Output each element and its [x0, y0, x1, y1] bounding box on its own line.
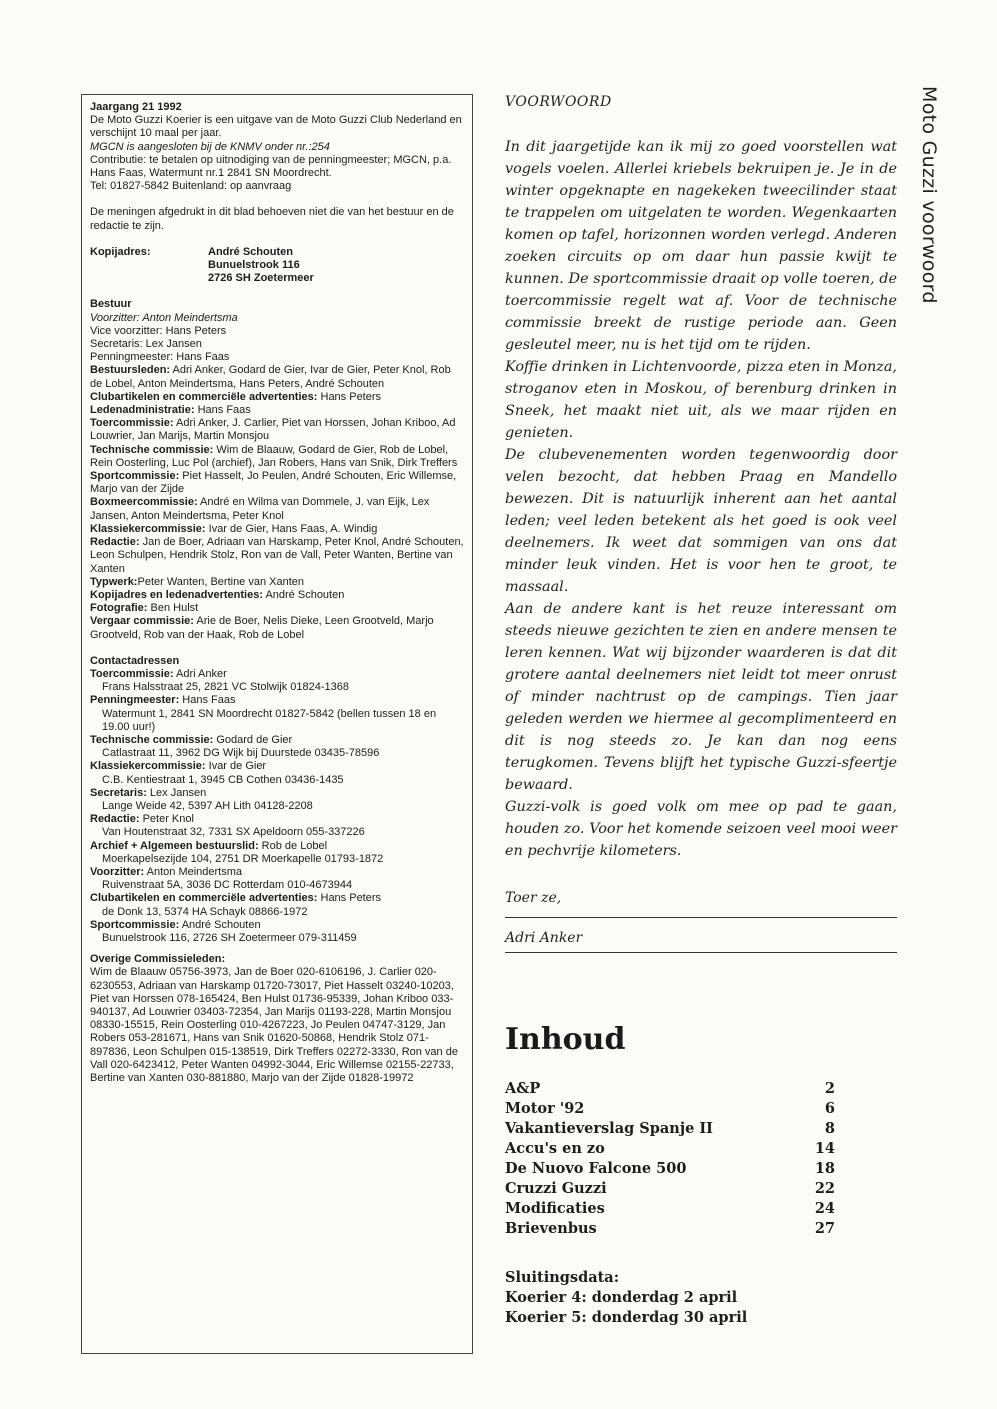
board-role-label: Bestuursleden:	[90, 364, 171, 377]
board-role-label: Technische commissie:	[90, 443, 214, 456]
board-role-label: Kopijadres en ledenadvertenties:	[90, 588, 263, 601]
contact-role: Redactie:	[90, 813, 140, 826]
contents-item-title: Brievenbus	[505, 1220, 597, 1237]
spacer	[505, 862, 897, 890]
contact-name: Adri Anker	[173, 667, 227, 680]
contact-role: Toercommissie:	[90, 667, 174, 680]
board-role-members: Adri Anker, Godard de Gier, Ivar de Gier, Peter Knol, Rob de Lobel, Anton Meindertsma, Hans Peters, André Schouten	[90, 364, 451, 390]
contents-item	[505, 1179, 835, 1199]
other-members-heading: Overige Commissieleden:	[90, 953, 226, 966]
contents-item-page: 8	[824, 1120, 835, 1137]
contact-role: Sportcommissie:	[90, 918, 180, 931]
contents-item-page: 6	[824, 1100, 835, 1117]
board-secretary: Secretaris: Lex Jansen	[90, 338, 202, 351]
board-role	[90, 589, 464, 602]
contact-role: Technische commissie:	[90, 733, 214, 746]
contents-item	[505, 1199, 835, 1219]
contact-address: Catlastraat 11, 3962 DG Wijk bij Duurstede 03435-78596	[102, 747, 380, 760]
board-role	[90, 576, 464, 589]
contact-entry	[90, 813, 464, 826]
contact-entry	[90, 734, 464, 747]
contact-role: Voorzitter:	[90, 865, 145, 878]
contents-item-title: Modificaties	[505, 1200, 605, 1217]
copy-address-name: André Schouten	[208, 245, 293, 258]
board-role-label: Fotografie:	[90, 602, 148, 615]
board-role	[90, 615, 464, 641]
board-role-label: Vergaar commissie:	[90, 615, 194, 628]
copy-address	[208, 246, 314, 286]
foreword-closing: Toer ze,	[505, 890, 562, 906]
divider-line-bottom	[505, 952, 897, 953]
contact-address: Lange Weide 42, 5397 AH Lith 04128-2208	[102, 799, 313, 812]
contacts-list	[90, 668, 464, 945]
board-treasurer: Penningmeester: Hans Faas	[90, 351, 230, 364]
contents-item-page: 18	[814, 1160, 835, 1177]
sidebar-title-text: Moto Guzzi voorwoord	[918, 86, 940, 304]
board-vice-chair: Vice voorzitter: Hans Peters	[90, 324, 227, 337]
contents-item	[505, 1079, 835, 1099]
board-role-label: Redactie:	[90, 536, 140, 549]
contact-address: Bunuelstrook 116, 2726 SH Zoetermeer 079-311459	[102, 931, 357, 944]
contents-item-title: Motor '92	[505, 1100, 585, 1117]
contact-address: Ruivenstraat 5A, 3036 DC Rotterdam 010-4673944	[102, 879, 353, 892]
foreword-paragraph: Aan de andere kant is het reuze interessant om steeds nieuwe gezichten te zien en andere mensen te leren kennen. Wat wij bijzonder waarderen is dat dit grotere aantal deelnemers niet leidt tot meer onrust of minder nachtrust op de campings. Tien jaar geleden werden we hiermee al gecomplimenteerd en dit is nog steeds zo. Je kan dan nog eens terugkomen. Tevens blijft het typische Guzzi-sfeertje bewaard.	[505, 601, 897, 793]
board-role-members: Ivar de Gier, Hans Faas, A. Windig	[205, 522, 378, 535]
board-role-label: Ledenadministratie:	[90, 404, 195, 417]
contents-item-title: Cruzzi Guzzi	[505, 1180, 607, 1197]
contents-item-page: 2	[824, 1080, 835, 1097]
contact-entry	[90, 840, 464, 853]
contact-entry	[90, 760, 464, 773]
board-role	[90, 417, 464, 443]
contact-entry	[90, 787, 464, 800]
board-role-members: Wim de Blaauw, Godard de Gier, Rob de Lobel, Rein Oosterling, Luc Pol (archief), Jan Robers, Hans van Snik, Dirk Treffers	[90, 443, 458, 469]
board-role	[90, 364, 464, 390]
contact-entry	[90, 694, 464, 707]
deadline-issue-5: Koerier 5: donderdag 30 april	[505, 1309, 748, 1326]
contacts-heading: Contactadressen	[90, 654, 180, 667]
contents-item-page: 27	[814, 1220, 835, 1237]
board-role	[90, 523, 464, 536]
board-role-label: Toercommissie:	[90, 417, 174, 430]
contact-name: Hans Faas	[179, 694, 236, 707]
board-role	[90, 391, 464, 404]
board-role	[90, 536, 464, 576]
contact-name: Hans Peters	[317, 892, 382, 905]
contact-role: Clubartikelen en commerciële advertenties:	[90, 892, 318, 905]
board-role-label: Sportcommissie:	[90, 470, 180, 483]
copy-address-block	[90, 246, 464, 286]
board-role-members: Piet Hasselt, Jo Peulen, André Schouten, Eric Willemse, Marjo van der Zijde	[90, 470, 457, 496]
board-role-members: Ben Hulst	[147, 602, 199, 615]
board-role-members: André en Wilma van Dommele, J. van Eijk, Lex Jansen, Anton Meindertsma, Peter Knol	[90, 496, 430, 522]
contact-role: Archief + Algemeen bestuurslid:	[90, 839, 259, 852]
contact-address: Frans Halsstraat 25, 2821 VC Stolwijk 01824-1368	[102, 681, 350, 694]
contents-item	[505, 1139, 835, 1159]
board-role	[90, 444, 464, 470]
contact-role: Penningmeester:	[90, 694, 180, 707]
colophon-box	[81, 94, 473, 1354]
contact-address: Moerkapelsezijde 104, 2751 DR Moerkapelle 01793-1872	[102, 852, 384, 865]
contents-item	[505, 1099, 835, 1119]
spacer	[505, 906, 897, 930]
contact-name: Rob de Lobel	[258, 839, 328, 852]
board-role-members: Adri Anker, J. Carlier, Piet van Horssen, Johan Kriboo, Ad Louwrier, Jan Marijs, Martin Monsjou	[90, 417, 456, 443]
board-role-members: André Schouten	[263, 588, 345, 601]
sidebar-section-title	[918, 86, 948, 386]
contact-address: de Donk 13, 5374 HA Schayk 08866-1972	[102, 905, 308, 918]
contribution-info: Contributie: te betalen op uitnodiging van de penningmeester; MGCN, p.a. Hans Faas, Watermunt nr.1 2841 SN Moordrecht.	[90, 153, 452, 180]
contact-name: Peter Knol	[139, 813, 194, 826]
board-role-label: Typwerk:	[90, 575, 138, 588]
deadlines-heading: Sluitingsdata:	[505, 1269, 620, 1286]
board-chair: Voorzitter: Anton Meindertsma	[90, 311, 238, 324]
contents-item-title: A&P	[505, 1080, 541, 1097]
contact-entry	[90, 892, 464, 905]
board-role-members: Peter Wanten, Bertine van Xanten	[137, 575, 305, 588]
spacer	[90, 285, 464, 298]
contact-entry	[90, 668, 464, 681]
contact-entry	[90, 866, 464, 879]
board-heading: Bestuur	[90, 298, 132, 311]
board-role-members: Jan de Boer, Adriaan van Harskamp, Peter Knol, André Schouten, Leon Schulpen, Hendrik Stolz, Ron van de Vall, Peter Wanten, Bertine van Xanten	[90, 536, 464, 575]
board-role-members: Hans Peters	[317, 390, 382, 403]
contact-name: Lex Jansen	[146, 786, 207, 799]
foreword-paragraph: Koffie drinken in Lichtenvoorde, pizza eten in Monza, stroganov eten in Moskou, of berenburg drinken in Sneek, het maakt niet uit, als we maar rijden en genieten.	[505, 359, 897, 441]
foreword-body	[505, 136, 897, 862]
contents-item	[505, 1119, 835, 1139]
other-members-text: Wim de Blaauw 05756-3973, Jan de Boer 020-6106196, J. Carlier 020-6230553, Adriaan van Harskamp 01720-73017, Piet Hasselt 03240-10203, Piet van Horssen 078-165424, Ben Hulst 01736-95339, Johan Kriboo 033-940137, Ad Louwrier 03403-72354, Jan Marijs 01193-228, Martin Monsjou 08330-15515, Rein Oosterling 010-4267223, Jo Peulen 04747-3129, Jan Robers 053-281671, Hans van Snik 01620-50868, Hendrik Stolz 071-897836, Leon Schulpen 015-138519, Dirk Treffers 02272-3330, Ron van de Vall 020-6423412, Peter Wanten 04992-3044, Eric Willemse 02155-22733, Bertine van Xanten 030-881880, Marjo van der Zijde 01828-19972	[90, 966, 458, 1085]
spacer	[90, 193, 464, 206]
telephone-info: Tel: 01827-5842 Buitenland: op aanvraag	[90, 180, 292, 193]
contact-entry	[90, 919, 464, 932]
copy-address-city: 2726 SH Zoetermeer	[208, 272, 314, 285]
foreword-title: VOORWOORD	[505, 94, 612, 110]
contents-item-page: 14	[814, 1140, 835, 1157]
board-role-label: Clubartikelen en commerciële advertenties:	[90, 390, 318, 403]
foreword-paragraph: De clubevenementen worden tegenwoordig door velen bezocht, dat hebben Praag en Mandello bewezen. Dit is natuurlijk inherent aan het aantal leden; veel leden betekent als het goed is ook veel deelnemers. Ik weet dat sommigen van ons dat minder leuk vinden. Het is voor hen te groot, te massaal.	[505, 447, 897, 595]
contents-item-title: Vakantieverslag Spanje II	[505, 1120, 713, 1137]
deadlines-block	[505, 1268, 835, 1328]
contents-item-page: 22	[814, 1180, 835, 1197]
foreword-paragraph: In dit jaargetijde kan ik mij zo goed voorstellen wat vogels voelen. Allerlei kriebels bekruipen je. Je in de winter opgeknapte en nagekeken tweecilinder staat te trappelen om uitgelaten te worden. Wegenkaarten komen op tafel, horizonnen worden verlegd. Anderen zoeken circuits op om daar hun passie kwijt te kunnen. De sportcommissie draait op volle toeren, de toercommissie regelt wat af. Voor de technische commissie breekt de rustige periode aan. Geen gesleutel meer, nu is het tijd om te rijden.	[505, 139, 897, 353]
contact-address: C.B. Kentiestraat 1, 3945 CB Cothen 03436-1435	[102, 773, 344, 786]
copy-address-street: Bunuelstrook 116	[208, 259, 300, 272]
contact-role: Klassiekercommissie:	[90, 760, 206, 773]
spacer	[90, 233, 464, 246]
board-role-label: Klassiekercommissie:	[90, 522, 206, 535]
board-role	[90, 602, 464, 615]
contents-item-title: De Nuovo Falcone 500	[505, 1160, 687, 1177]
contents-item	[505, 1159, 835, 1179]
contents-title: Inhoud	[505, 1022, 626, 1057]
board-role	[90, 470, 464, 496]
contact-name: André Schouten	[179, 918, 261, 931]
contact-address: Watermunt 1, 2841 SN Moordrecht 01827-5842 (bellen tussen 18 en 19.00 uur!)	[102, 707, 437, 733]
board-roles-list	[90, 364, 464, 641]
foreword-section	[505, 94, 897, 946]
contact-name: Ivar de Gier	[205, 760, 267, 773]
volume-year: Jaargang 21 1992	[90, 101, 182, 113]
knmv-membership: MGCN is aangesloten bij de KNMV onder nr.:254	[90, 140, 330, 153]
board-role-members: Hans Faas	[194, 404, 251, 417]
contact-role: Secretaris:	[90, 786, 147, 799]
board-role	[90, 404, 464, 417]
board-role	[90, 496, 464, 522]
contents-item	[505, 1219, 835, 1239]
deadline-issue-4: Koerier 4: donderdag 2 april	[505, 1289, 738, 1306]
contact-address: Van Houtenstraat 32, 7331 SX Apeldoorn 055-337226	[102, 826, 365, 839]
contact-name: Godard de Gier	[213, 733, 293, 746]
copy-address-label: Kopijadres:	[90, 245, 151, 258]
contents-list	[505, 1079, 835, 1239]
disclaimer: De meningen afgedrukt in dit blad behoeven niet die van het bestuur en de redactie te zijn.	[90, 206, 454, 232]
foreword-paragraph: Guzzi-volk is goed volk om mee op pad te gaan, houden zo. Voor het komende seizoen veel mooi weer en pechvrije kilometers.	[505, 799, 897, 859]
contact-name: Anton Meindertsma	[144, 865, 243, 878]
publication-intro: De Moto Guzzi Koerier is een uitgave van de Moto Guzzi Club Nederland en verschijnt 10 maal per jaar.	[90, 114, 462, 140]
contents-item-page: 24	[814, 1200, 835, 1217]
board-role-label: Boxmeercommissie:	[90, 496, 198, 509]
foreword-author: Adri Anker	[505, 930, 583, 946]
contents-item-title: Accu's en zo	[505, 1140, 605, 1157]
divider-line-top	[505, 917, 897, 918]
board-role-members: Arie de Boer, Nelis Dieke, Leen Grootveld, Marjo Grootveld, Rob van der Haak, Rob de Lobel	[90, 615, 434, 641]
spacer	[90, 642, 464, 655]
spacer	[90, 945, 464, 953]
